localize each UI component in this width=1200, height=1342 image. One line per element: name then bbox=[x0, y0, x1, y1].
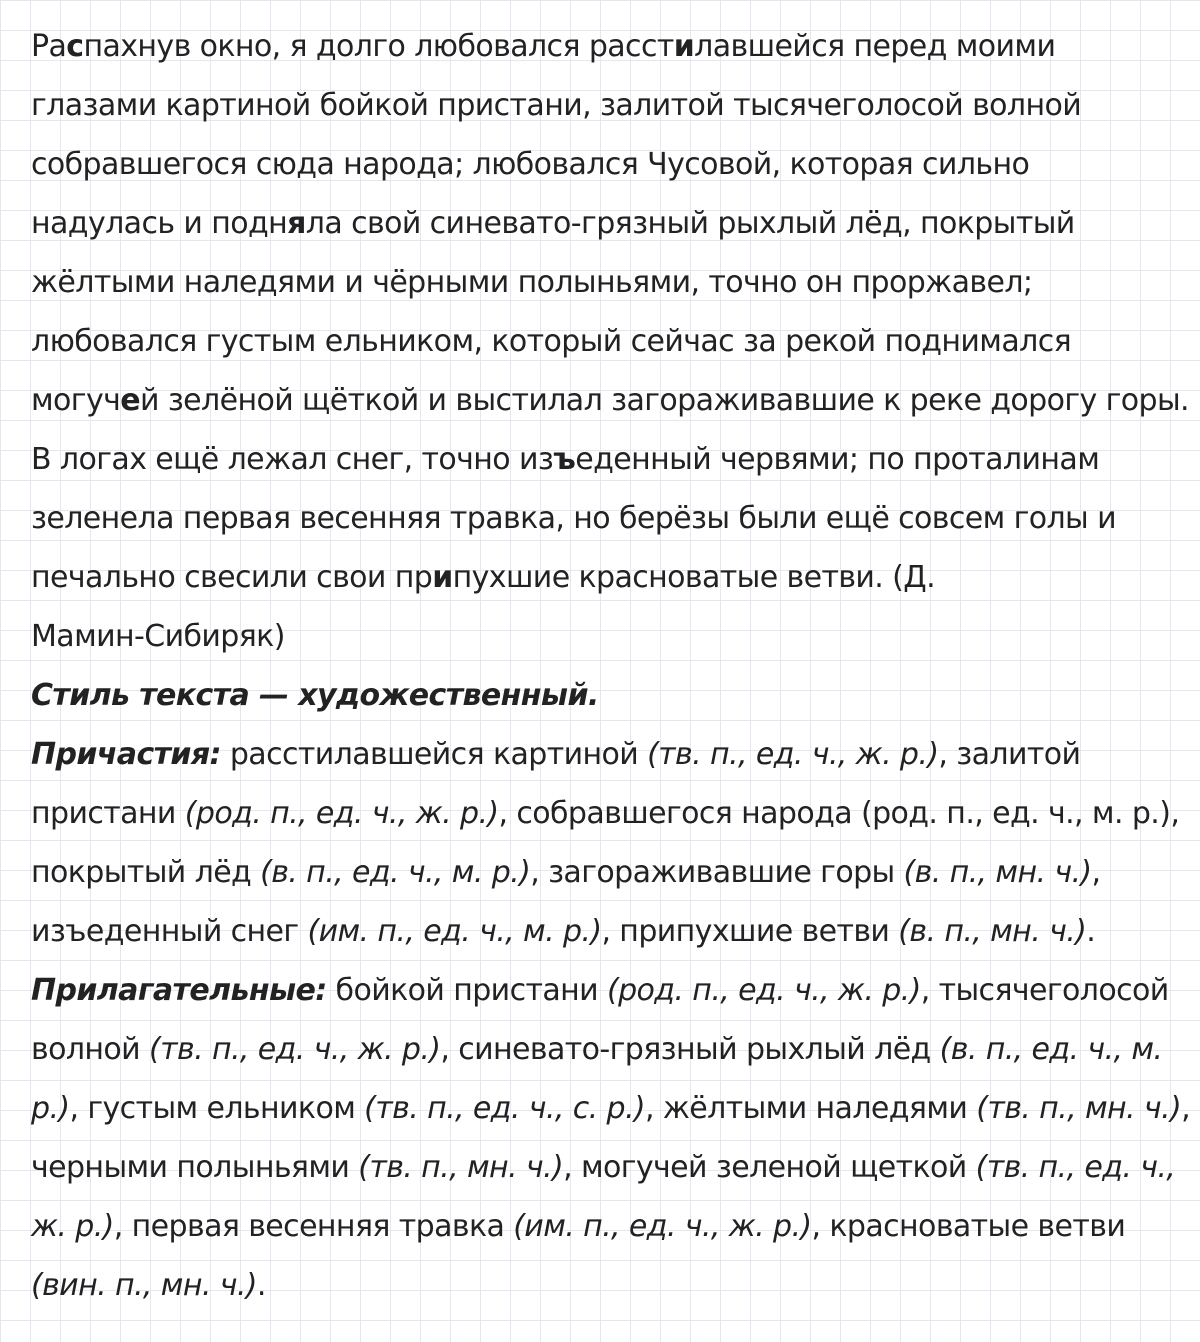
grammar-note: (тв. п., ед. ч., с. р.) bbox=[364, 1091, 645, 1126]
text-fragment: еденный червями; по проталинам bbox=[575, 442, 1100, 477]
text-fragment: , припухшие ветви bbox=[601, 914, 899, 949]
participles-line bbox=[31, 784, 1181, 843]
text-fragment: изъеденный снег bbox=[31, 914, 308, 949]
adjectives-line bbox=[31, 961, 1181, 1020]
text-fragment: волной bbox=[31, 1032, 150, 1067]
text-fragment: . bbox=[1086, 914, 1096, 949]
text-fragment: , залитой bbox=[938, 737, 1081, 772]
text-fragment: пристани bbox=[31, 796, 185, 831]
grammar-note: (тв. п., ед. ч., bbox=[975, 1150, 1176, 1185]
text-fragment: , жёлтыми наледями bbox=[644, 1091, 977, 1126]
grammar-note: (в. п., мн. ч.) bbox=[903, 855, 1092, 890]
text-fragment: пухшие красноватые ветви. (Д. bbox=[452, 560, 936, 595]
grammar-note: (род. п., ед. ч., ж. р.) bbox=[606, 973, 921, 1008]
text-fragment: ла свой синевато-грязный рыхлый лёд, покрытый bbox=[305, 206, 1075, 241]
adjectives-line bbox=[31, 1020, 1181, 1079]
highlighted-letter: ъ bbox=[553, 442, 576, 477]
text-fragment: , собравшегося народа (род. п., ед. ч., м. р.), bbox=[498, 796, 1180, 831]
text-line: Мамин-Сибиряк) bbox=[31, 619, 285, 654]
grammar-note: (тв. п., мн. ч.) bbox=[358, 1150, 564, 1185]
text-line: собравшегося сюда народа; любовался Чусовой, которая сильно bbox=[31, 147, 1030, 182]
text-fragment: могуч bbox=[31, 383, 121, 418]
text-fragment: , первая весенняя травка bbox=[113, 1209, 514, 1244]
text-fragment: й зелёной щёткой и выстилал загораживавшие к реке дорогу горы. bbox=[139, 383, 1189, 418]
text-fragment: покрытый лёд bbox=[31, 855, 261, 890]
text-fragment: , bbox=[1091, 855, 1101, 890]
text-fragment: , могучей зеленой щеткой bbox=[563, 1150, 976, 1185]
text-fragment: пахнув окно, я долго любовался расст bbox=[83, 29, 674, 64]
text-fragment: надулась и подн bbox=[31, 206, 288, 241]
adjectives-line bbox=[31, 1256, 1181, 1315]
grammar-note: ж. р.) bbox=[31, 1209, 114, 1244]
text-fragment: Ра bbox=[31, 29, 67, 64]
participles-line bbox=[31, 843, 1181, 902]
text-fragment: , густым ельником bbox=[69, 1091, 365, 1126]
text-fragment: лавшейся перед моими bbox=[694, 29, 1056, 64]
text-line: зеленела первая весенняя травка, но берёзы были ещё совсем голы и bbox=[31, 501, 1116, 536]
text-fragment: расстилавшейся картиной bbox=[220, 737, 648, 772]
participles-label: Причастия: bbox=[31, 737, 221, 772]
text-line bbox=[31, 430, 1181, 489]
text-fragment: , красноватые ветви bbox=[811, 1209, 1126, 1244]
highlighted-letter: е bbox=[120, 383, 140, 418]
grammar-note: (тв. п., мн. ч.) bbox=[976, 1091, 1182, 1126]
text-fragment: . bbox=[256, 1268, 266, 1303]
adjectives-line bbox=[31, 1197, 1181, 1256]
text-fragment: В логах ещё лежал снег, точно из bbox=[31, 442, 554, 477]
participles-line bbox=[31, 902, 1181, 961]
text-fragment: черными полыньями bbox=[31, 1150, 359, 1185]
text-line: глазами картиной бойкой пристани, залитой тысячеголосой волной bbox=[31, 88, 1082, 123]
participles-line bbox=[31, 725, 1181, 784]
grammar-note: (тв. п., ед. ч., ж. р.) bbox=[647, 737, 939, 772]
grammar-note: (им. п., ед. ч., м. р.) bbox=[307, 914, 602, 949]
adjectives-line bbox=[31, 1079, 1191, 1138]
text-line bbox=[31, 371, 1189, 430]
text-line bbox=[31, 17, 1181, 76]
text-line: жёлтыми наледями и чёрными полыньями, точно он проржавел; bbox=[31, 265, 1033, 300]
grammar-note: (род. п., ед. ч., ж. р.) bbox=[184, 796, 499, 831]
text-fragment: , загораживавшие горы bbox=[530, 855, 904, 890]
text-fragment: , синевато-грязный рыхлый лёд bbox=[440, 1032, 940, 1067]
grammar-note: (тв. п., ед. ч., ж. р.) bbox=[149, 1032, 441, 1067]
text-line bbox=[31, 194, 1181, 253]
text-style-line: Стиль текста — художественный. bbox=[31, 678, 599, 713]
text-line: любовался густым ельником, который сейчас за рекой поднимался bbox=[31, 324, 1072, 359]
grammar-note: (им. п., ед. ч., ж. р.) bbox=[513, 1209, 812, 1244]
highlighted-letter: и bbox=[432, 560, 453, 595]
document-page bbox=[31, 17, 1191, 1315]
text-line bbox=[31, 548, 1181, 607]
text-fragment: , bbox=[1181, 1091, 1191, 1126]
adjectives-label: Прилагательные: bbox=[31, 973, 327, 1008]
grammar-note: (вин. п., мн. ч.) bbox=[31, 1268, 257, 1303]
adjectives-line bbox=[31, 1138, 1181, 1197]
text-fragment: печально свесили свои пр bbox=[31, 560, 433, 595]
grammar-note: р.) bbox=[31, 1091, 70, 1126]
grammar-note: (в. п., мн. ч.) bbox=[898, 914, 1087, 949]
highlighted-letter: и bbox=[673, 29, 695, 64]
grammar-note: (в. п., ед. ч., м. р.) bbox=[260, 855, 531, 890]
text-fragment: бойкой пристани bbox=[326, 973, 607, 1008]
highlighted-letter: с bbox=[66, 29, 84, 64]
highlighted-letter: я bbox=[287, 206, 306, 241]
grammar-note: (в. п., ед. ч., м. bbox=[939, 1032, 1163, 1067]
text-fragment: , тысячеголосой bbox=[920, 973, 1169, 1008]
